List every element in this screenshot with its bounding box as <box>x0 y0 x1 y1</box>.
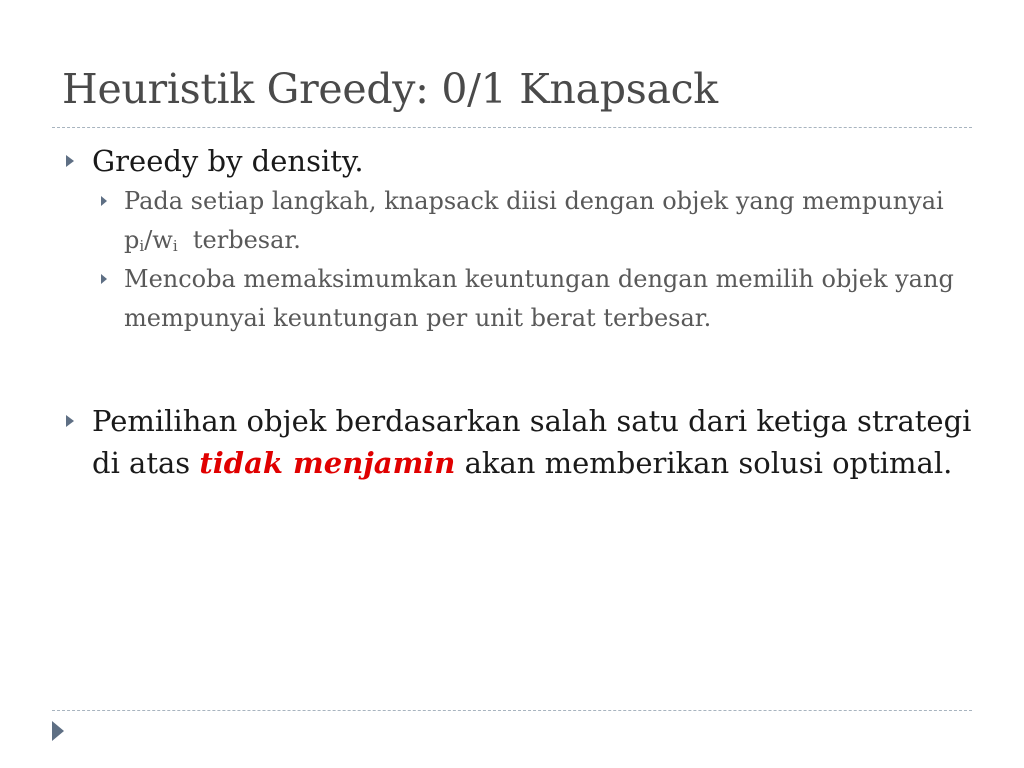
bullet-text-after: akan memberikan solusi optimal. <box>455 446 953 480</box>
bullet-selection-not-optimal <box>62 400 972 484</box>
bullet-triangle-icon <box>66 415 74 427</box>
subscript-i: i <box>172 237 178 255</box>
sub-bullet-triangle-icon <box>101 274 107 284</box>
bullet-triangle-icon <box>66 155 74 167</box>
sub-bullet-text-after: terbesar. <box>177 226 301 254</box>
bullet-text: Greedy by density. <box>92 144 364 178</box>
bullet-greedy-by-density <box>62 140 972 182</box>
slide-content <box>62 140 972 484</box>
sub-bullet-knapsack-fill <box>62 182 972 260</box>
corner-triangle-icon <box>52 721 64 741</box>
sub-bullet-triangle-icon <box>101 196 107 206</box>
bullet-text-before: Pemilihan objek berdasarkan salah satu dari ketiga strategi di atas <box>92 404 972 480</box>
emphasis-text: tidak menjamin <box>199 446 456 480</box>
sub-bullet-text-mid: /w <box>144 226 173 254</box>
sub-bullet-maximize-profit <box>62 260 972 338</box>
paragraph-spacer <box>62 338 972 400</box>
subscript-i: i <box>139 237 145 255</box>
sub-bullet-text-before: Pada setiap langkah, knapsack diisi dengan objek yang mempunyai p <box>124 187 944 254</box>
sub-bullet-text: Mencoba memaksimumkan keuntungan dengan memilih objek yang mempunyai keuntungan per unit berat terbesar. <box>124 265 954 332</box>
title-divider <box>52 127 972 128</box>
footer-divider <box>52 710 972 711</box>
slide-title: Heuristik Greedy: 0/1 Knapsack <box>62 65 718 113</box>
